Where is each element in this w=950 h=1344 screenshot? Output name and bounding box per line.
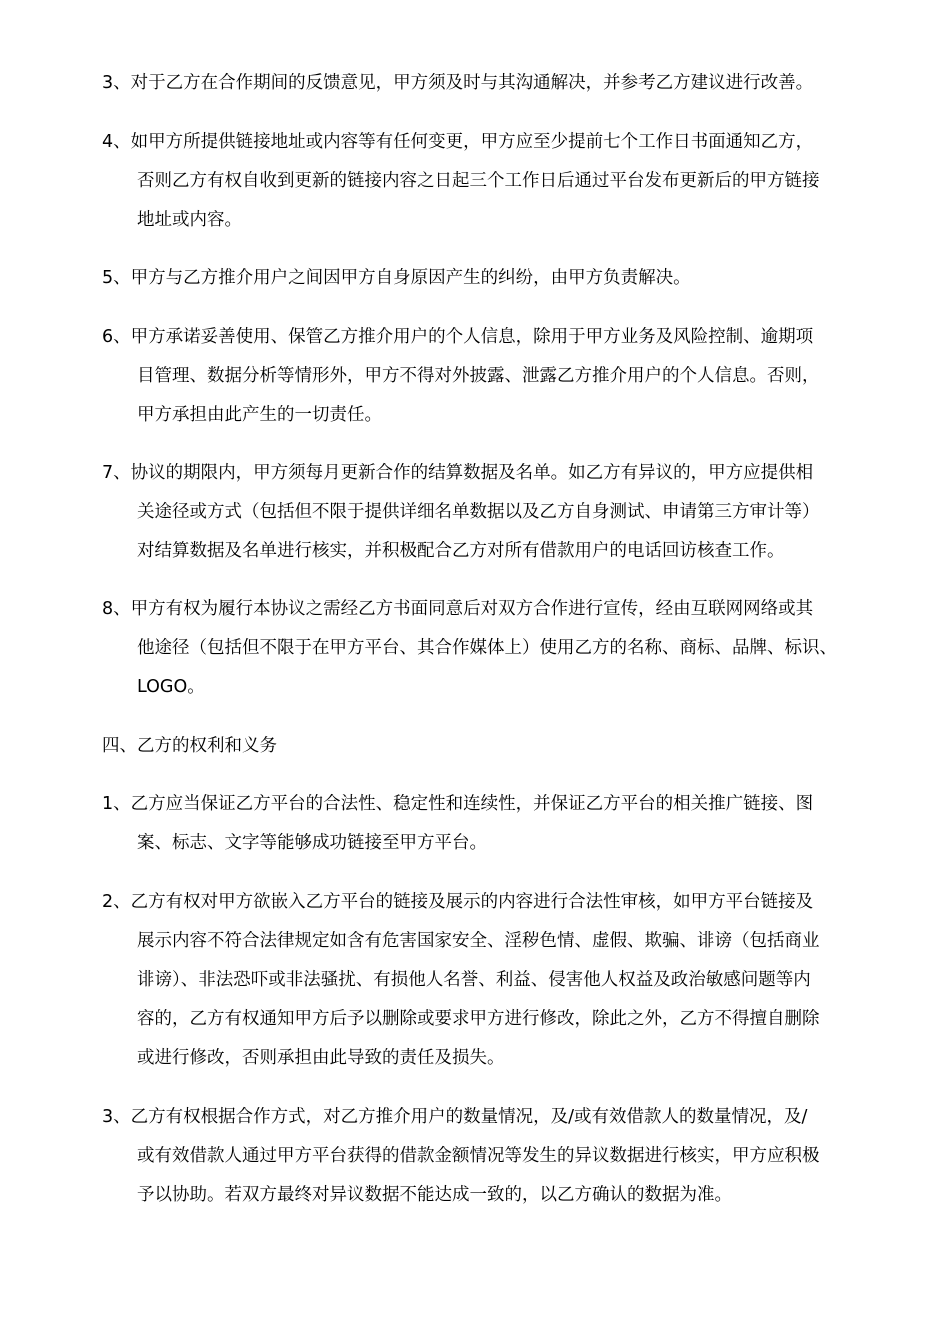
clause-line: 他途径（包括但不限于在甲方平台、其合作媒体上）使用乙方的名称、商标、品牌、标识、 [137,638,837,658]
clause-line: 3、乙方有权根据合作方式，对乙方推介用户的数量情况，及/或有效借款人的数量情况，及/ [102,1107,808,1127]
clause-line: 诽谤）、非法恐吓或非法骚扰、有损他人名誉、利益、侵害他人权益及政治敏感问题等内 [137,970,811,990]
clause-line: 关途径或方式（包括但不限于提供详细名单数据以及乙方自身测试、申请第三方审计等） [137,502,820,522]
clause-line: 案、标志、文字等能够成功链接至甲方平台。 [137,833,487,853]
section-heading-party-b: 四、乙方的权利和义务 [102,736,277,756]
clause-line: 1、乙方应当保证乙方平台的合法性、稳定性和连续性，并保证乙方平台的相关推广链接、图 [102,794,814,814]
clause-line: 3、对于乙方在合作期间的反馈意见，甲方须及时与其沟通解决，并参考乙方建议进行改善。 [102,73,814,93]
clause-line: 5、甲方与乙方推介用户之间因甲方自身原因产生的纠纷，由甲方负责解决。 [102,268,691,288]
clause-a-6 [102,318,922,435]
clause-line: 或进行修改，否则承担由此导致的责任及损失。 [137,1048,505,1068]
clause-b-3 [102,1098,922,1215]
clause-line: 否则乙方有权自收到更新的链接内容之日起三个工作日后通过平台发布更新后的甲方链接 [137,171,820,191]
clause-line: 容的，乙方有权通知甲方后予以删除或要求甲方进行修改，除此之外，乙方不得擅自删除 [137,1009,820,1029]
clause-line: 或有效借款人通过甲方平台获得的借款金额情况等发生的异议数据进行核实，甲方应积极 [137,1146,820,1166]
clause-line: 2、乙方有权对甲方欲嵌入乙方平台的链接及展示的内容进行合法性审核，如甲方平台链接及 [102,892,814,912]
clause-line: 地址或内容。 [137,210,242,230]
clause-a-8 [102,590,922,707]
clause-a-7 [102,454,922,571]
clause-line: 展示内容不符合法律规定如含有危害国家安全、淫秽色情、虚假、欺骗、诽谤（包括商业 [137,931,820,951]
clause-line: 予以协助。若双方最终对异议数据不能达成一致的，以乙方确认的数据为准。 [137,1185,732,1205]
clause-line: 对结算数据及名单进行核实，并积极配合乙方对所有借款用户的电话回访核查工作。 [137,541,785,561]
clause-line: 目管理、数据分析等情形外，甲方不得对外披露、泄露乙方推介用户的个人信息。否则， [137,366,820,386]
clause-line: 甲方承担由此产生的一切责任。 [137,405,382,425]
clause-a-5 [102,259,922,298]
clause-line: 7、协议的期限内，甲方须每月更新合作的结算数据及名单。如乙方有异议的，甲方应提供相 [102,463,814,483]
clause-line: 4、如甲方所提供链接地址或内容等有任何变更，甲方应至少提前七个工作日书面通知乙方， [102,132,814,152]
clause-line: 8、甲方有权为履行本协议之需经乙方书面同意后对双方合作进行宣传，经由互联网网络或其 [102,599,814,619]
clause-line: LOGO。 [137,677,205,697]
clause-b-1 [102,785,922,863]
clause-line: 6、甲方承诺妥善使用、保管乙方推介用户的个人信息，除用于甲方业务及风险控制、逾期项 [102,327,814,347]
clause-a-3 [102,64,922,103]
clause-b-2 [102,883,922,1078]
clause-a-4 [102,123,922,240]
